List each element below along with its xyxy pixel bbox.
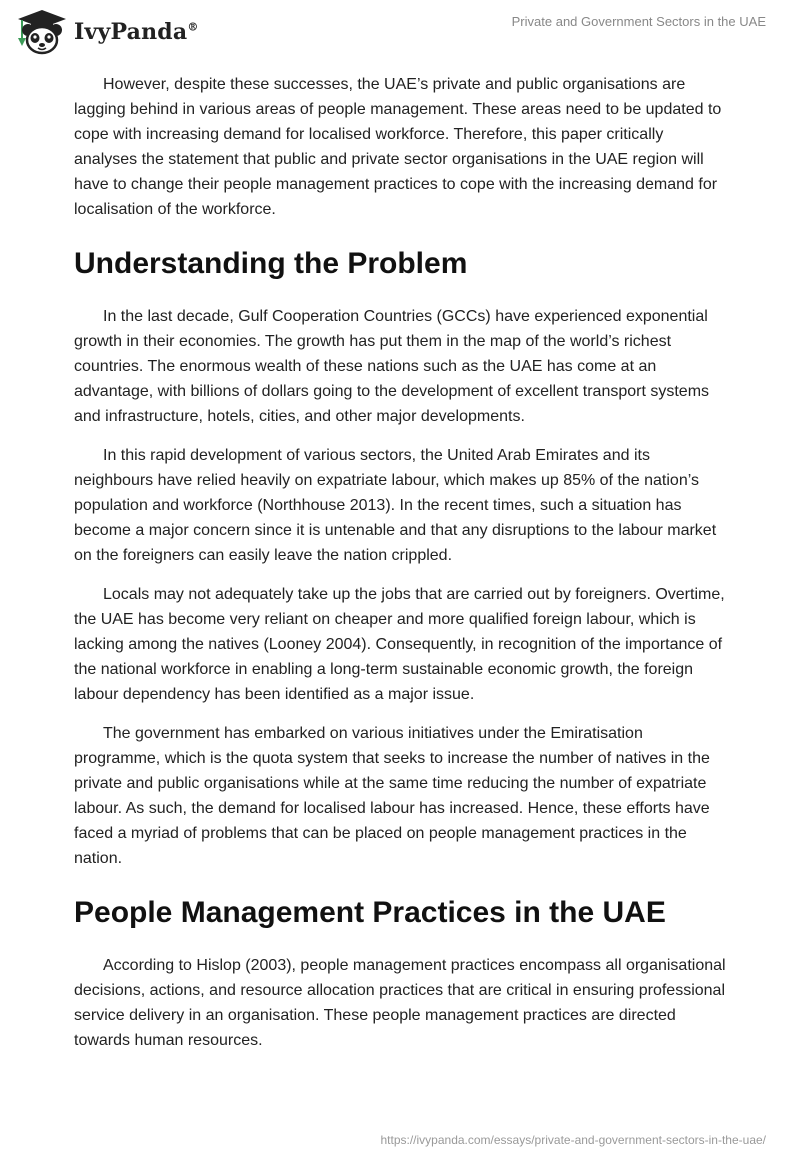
panda-graduate-icon (14, 8, 70, 56)
paragraph: According to Hislop (2003), people management practices encompass all organisational decisions, actions, and resource allocation practices that are critical in ensuring professional service delivery in an organisation. These people management practices are directed towards human resources. (74, 957, 726, 1049)
paragraph: In the last decade, Gulf Cooperation Countries (GCCs) have experienced exponential growth in their economies. The growth has put them in the map of the world’s richest countries. The enormous wealth of these nations such as the UAE has come at an advantage, with billions of dollars going to the development of excellent transport systems and infrastructure, hotels, cities, and other major developments. (74, 308, 710, 425)
paragraph: The government has embarked on various initiatives under the Emiratisation programme, which is the quota system that seeks to increase the number of natives in the private and public organisations while at the same time reducing the number of expatriate labour. As such, the demand for localised labour has increased. Hence, these efforts have faced a myriad of problems that can be placed on people management practices in the nation. (74, 725, 710, 867)
paragraph: Locals may not adequately take up the jobs that are carried out by foreigners. Overtime, the UAE has become very reliant on cheaper and more qualified foreign labour, which is lacking among the natives (Looney 2004). Consequently, in recognition of the importance of the national workforce in enabling a long-term sustainable economic growth, the foreign labour dependency has been identified as a major issue. (74, 586, 725, 703)
paragraph: However, despite these successes, the UAE’s private and public organisations are lagging behind in various areas of people management. These areas need to be updated to cope with increasing demand for localised workforce. Therefore, this paper critically analyses the statement that public and private sector organisations in the UAE region will have to change their people management practices to cope with the increasing demand for localisation of the workforce. (74, 76, 722, 218)
section-heading: People Management Practices in the UAE (74, 896, 666, 929)
page-header (0, 0, 800, 64)
section-heading: Understanding the Problem (74, 247, 468, 280)
document-title: Private and Government Sectors in the UAE (511, 14, 766, 29)
logo-text: IvyPanda® (74, 19, 199, 45)
logo[interactable] (14, 8, 199, 56)
paragraph: In this rapid development of various sectors, the United Arab Emirates and its neighbours have relied heavily on expatriate labour, which makes up 85% of the nation’s population and workforce (Northhouse 2013). In the recent times, such a situation has become a major concern since it is untenable and that any disruptions to the labour market on the foreigners can easily leave the nation crippled. (74, 447, 717, 564)
essay-content (74, 72, 726, 1067)
source-url[interactable]: https://ivypanda.com/essays/private-and-government-sectors-in-the-uae/ (380, 1133, 766, 1147)
